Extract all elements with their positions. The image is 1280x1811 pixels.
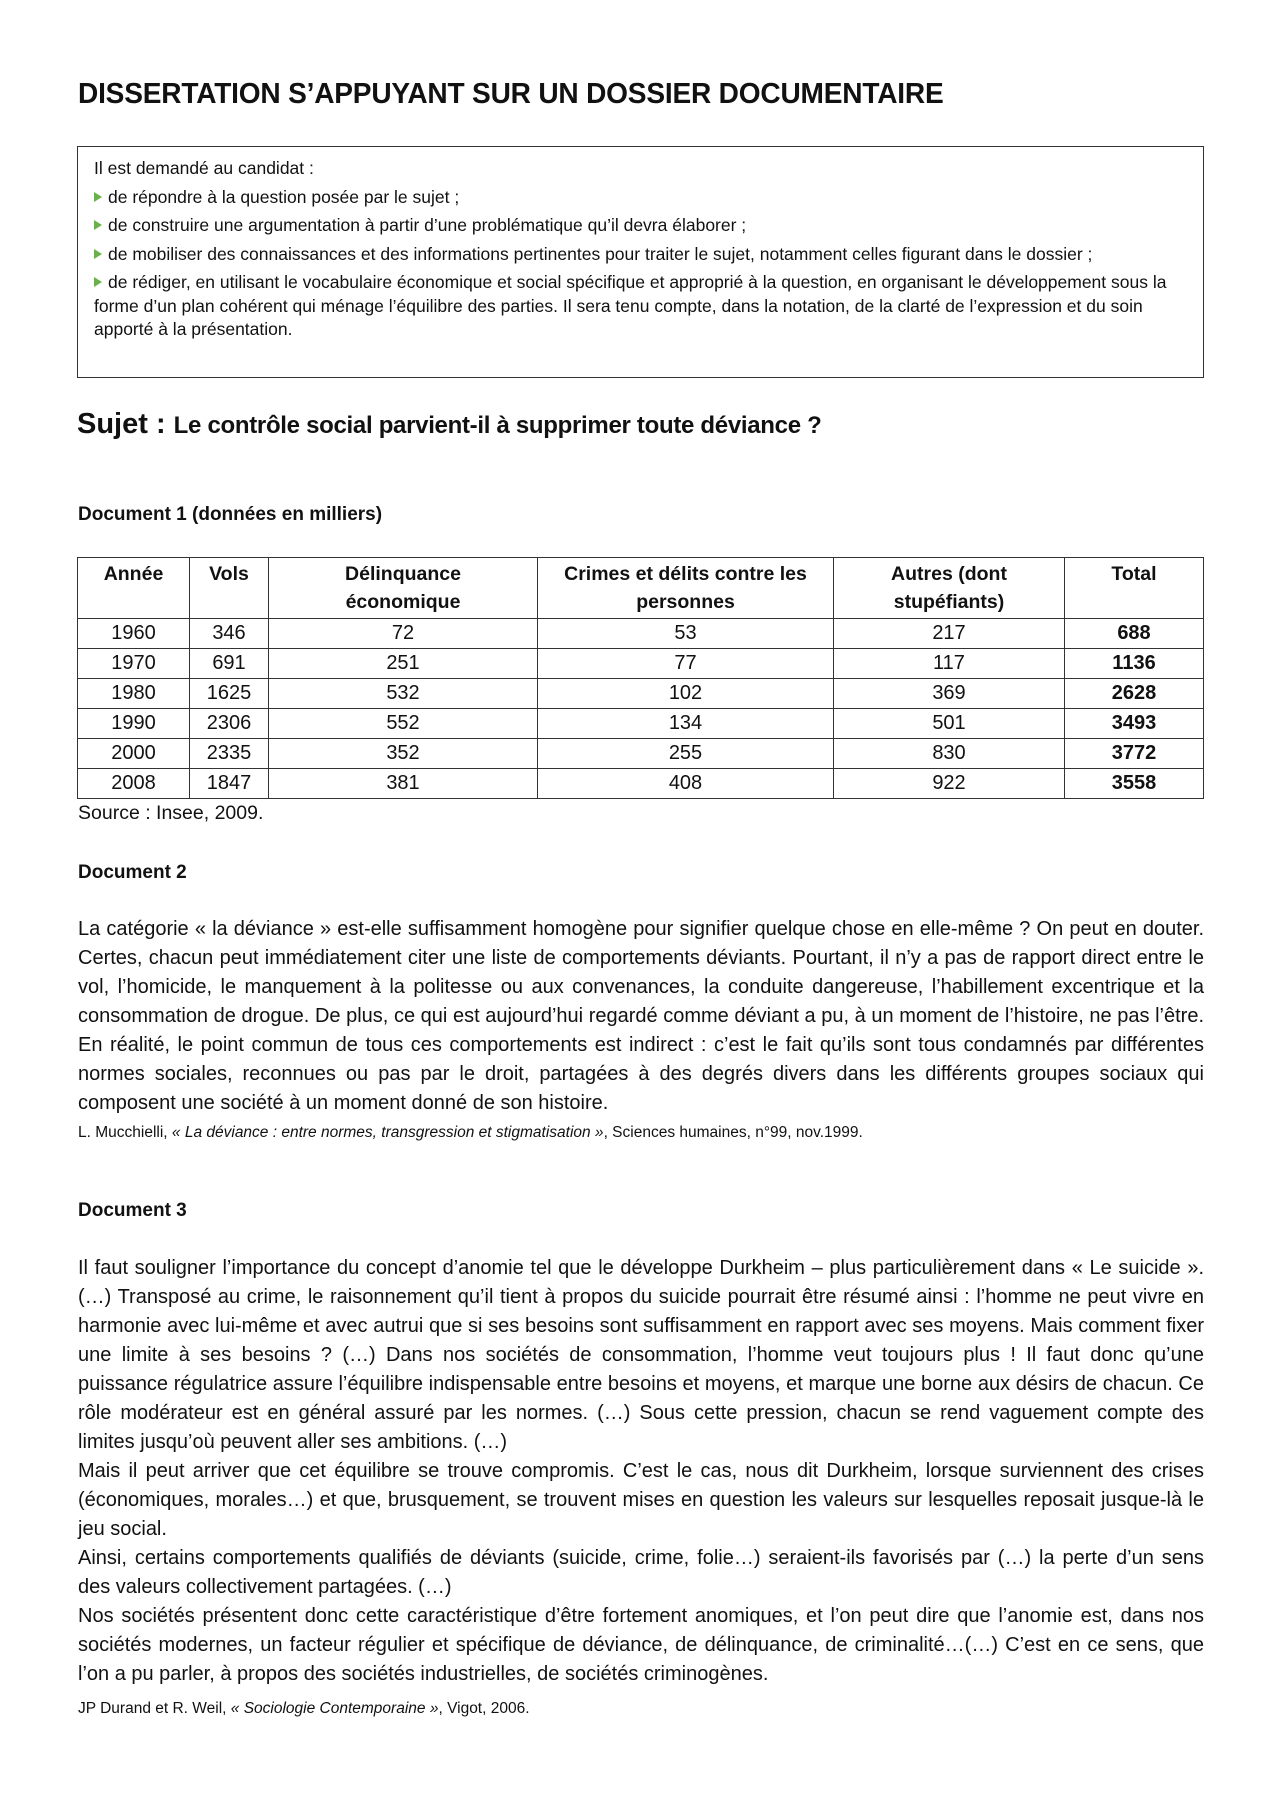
instruction-text: de mobiliser des connaissances et des informations pertinentes pour traiter le sujet, notamment celles figurant dans le dossier ; (108, 243, 1093, 264)
document2-paragraph: La catégorie « la déviance » est-elle suffisamment homogène pour signifier quelque chose en elle-même ? On peut en douter. Certes, chacun peut immédiatement citer une liste de comportements déviants. Pourtant, il n’y a pas de rapport direct entre le vol, l’homicide, le manquement à la politesse ou aux convenances, la conduite dangereuse, l’habillement excentrique et la consommation de drogue. De plus, ce qui est aujourd’hui regardé comme déviant a pu, à un moment de l’histoire, ne pas l’être. En réalité, le point commun de tous ces comportements est indirect : c’est le fait qu’ils sont tous condamnés par différentes normes sociales, reconnues ou pas par le droit, partagées à des degrés divers dans les différents groupes sociaux qui composent une société à un moment donné de son histoire. (78, 918, 1204, 1114)
document3-paragraph: Mais il peut arriver que cet équilibre se trouve compromis. C’est le cas, nous dit Durkheim, lorsque surviennent des crises (économiques, morales…) et que, brusquement, se trouvent mises en question les valeurs sur lesquelles reposait jusque-là le jeu social. (78, 1460, 1204, 1540)
subject-label: Sujet : (77, 408, 174, 440)
citation-title: « La déviance : entre normes, transgression et stigmatisation » (171, 1124, 604, 1141)
value-cell: 922 (834, 769, 1065, 799)
column-header: Vols (190, 558, 269, 619)
citation-details: , Vigot, 2006. (438, 1700, 530, 1717)
instruction-text: de répondre à la question posée par le sujet ; (108, 186, 460, 207)
value-cell: 251 (269, 649, 538, 679)
column-header: Délinquance économique (269, 558, 538, 619)
table-row (78, 679, 1204, 709)
table-row (78, 709, 1204, 739)
value-cell: 691 (190, 649, 269, 679)
instructions-intro: Il est demandé au candidat : (94, 158, 314, 178)
value-cell: 352 (269, 739, 538, 769)
document2-citation (78, 1124, 863, 1142)
value-cell: 1847 (190, 769, 269, 799)
citation-details: , Sciences humaines, n°99, nov.1999. (603, 1124, 863, 1141)
value-cell: 255 (538, 739, 834, 769)
table-row (78, 769, 1204, 799)
value-cell: 134 (538, 709, 834, 739)
column-header: Total (1065, 558, 1204, 619)
value-cell: 552 (269, 709, 538, 739)
year-cell: 1970 (78, 649, 190, 679)
value-cell: 117 (834, 649, 1065, 679)
value-cell: 217 (834, 619, 1065, 649)
value-cell: 77 (538, 649, 834, 679)
value-cell: 2335 (190, 739, 269, 769)
document1-heading: Document 1 (données en milliers) (78, 504, 383, 525)
year-cell: 2000 (78, 739, 190, 769)
citation-author: L. Mucchielli, (78, 1124, 172, 1141)
instruction-text: de rédiger, en utilisant le vocabulaire économique et social spécifique et approprié à la question, en organisant le développement sous la forme d’un plan cohérent qui ménage l’équilibre des parties. Il sera tenu compte, dans la notation, de la clarté de l’expression et du soin apporté à la présentation. (94, 272, 1167, 339)
value-cell: 1625 (190, 679, 269, 709)
green-triangle-bullet-icon (94, 249, 102, 259)
value-cell: 346 (190, 619, 269, 649)
subject-question: Le contrôle social parvient-il à supprimer toute déviance ? (173, 412, 822, 439)
document3-paragraph: Ainsi, certains comportements qualifiés de déviants (suicide, crime, folie…) seraient-ils favorisés par (…) la perte d’un sens des valeurs collectivement partagées. (…) (78, 1547, 1204, 1598)
table-row (78, 619, 1204, 649)
document2-text (78, 915, 1204, 1118)
value-cell: 381 (269, 769, 538, 799)
citation-author: JP Durand et R. Weil, (78, 1700, 231, 1717)
year-cell: 2008 (78, 769, 190, 799)
column-header: Année (78, 558, 190, 619)
instruction-item (94, 214, 1187, 238)
value-cell: 369 (834, 679, 1065, 709)
value-cell: 830 (834, 739, 1065, 769)
document3-citation (78, 1700, 530, 1718)
document3-heading: Document 3 (78, 1200, 187, 1221)
year-cell: 1960 (78, 619, 190, 649)
table-row (78, 649, 1204, 679)
document3-paragraph: Nos sociétés présentent donc cette caractéristique d’être fortement anomiques, et l’on peut dire que l’anomie est, dans nos sociétés modernes, un facteur régulier et spécifique de déviance, de délinquance, de criminalité…(…) C’est en ce sens, que l’on a pu parler, à propos des sociétés industrielles, de sociétés criminogènes. (78, 1605, 1204, 1685)
page-title: DISSERTATION S’APPUYANT SUR UN DOSSIER DOCUMENTAIRE (78, 78, 944, 110)
document3-paragraph: Il faut souligner l’importance du concept d’anomie tel que le développe Durkheim – plus particulièrement dans « Le suicide ». (…) Transposé au crime, le raisonnement qu’il tient à propos du suicide pourrait être résumé ainsi : l’homme ne peut vivre en harmonie avec lui-même et avec autrui que si ses besoins sont suffisamment en rapport avec ses moyens. Mais comment fixer une limite à ses besoins ? (…) Dans nos sociétés de consommation, l’homme veut toujours plus ! Il faut donc qu’une puissance régulatrice assure l’équilibre indispensable entre besoins et moyens, et marque une borne aux désirs de chacun. Ce rôle modérateur est en général assuré par les normes. (…) Sous cette pression, chacun se rend vaguement compte des limites jusqu’où peuvent aller ses ambitions. (…) (78, 1257, 1204, 1453)
instruction-item (94, 186, 1187, 210)
document2-heading: Document 2 (78, 862, 187, 883)
green-triangle-bullet-icon (94, 220, 102, 230)
citation-title: « Sociologie Contemporaine » (230, 1700, 439, 1717)
instruction-text: de construire une argumentation à partir d’une problématique qu’il devra élaborer ; (108, 215, 747, 235)
value-cell: 53 (538, 619, 834, 649)
value-cell: 2306 (190, 709, 269, 739)
total-cell: 3772 (1065, 739, 1204, 769)
instructions-box (77, 146, 1204, 378)
year-cell: 1990 (78, 709, 190, 739)
total-cell: 3493 (1065, 709, 1204, 739)
green-triangle-bullet-icon (94, 192, 102, 202)
green-triangle-bullet-icon (94, 277, 102, 287)
table-row (78, 739, 1204, 769)
crime-statistics-table (77, 557, 1204, 799)
column-header: Autres (dont stupéfiants) (834, 558, 1065, 619)
total-cell: 2628 (1065, 679, 1204, 709)
value-cell: 501 (834, 709, 1065, 739)
instruction-item (94, 243, 1187, 267)
total-cell: 3558 (1065, 769, 1204, 799)
subject-line (77, 408, 821, 441)
total-cell: 688 (1065, 619, 1204, 649)
instruction-item (94, 271, 1187, 342)
document1-source: Source : Insee, 2009. (78, 802, 264, 824)
value-cell: 408 (538, 769, 834, 799)
value-cell: 72 (269, 619, 538, 649)
year-cell: 1980 (78, 679, 190, 709)
table-header-row (78, 558, 1204, 619)
document3-text (78, 1254, 1204, 1689)
value-cell: 532 (269, 679, 538, 709)
total-cell: 1136 (1065, 649, 1204, 679)
value-cell: 102 (538, 679, 834, 709)
column-header: Crimes et délits contre les personnes (538, 558, 834, 619)
